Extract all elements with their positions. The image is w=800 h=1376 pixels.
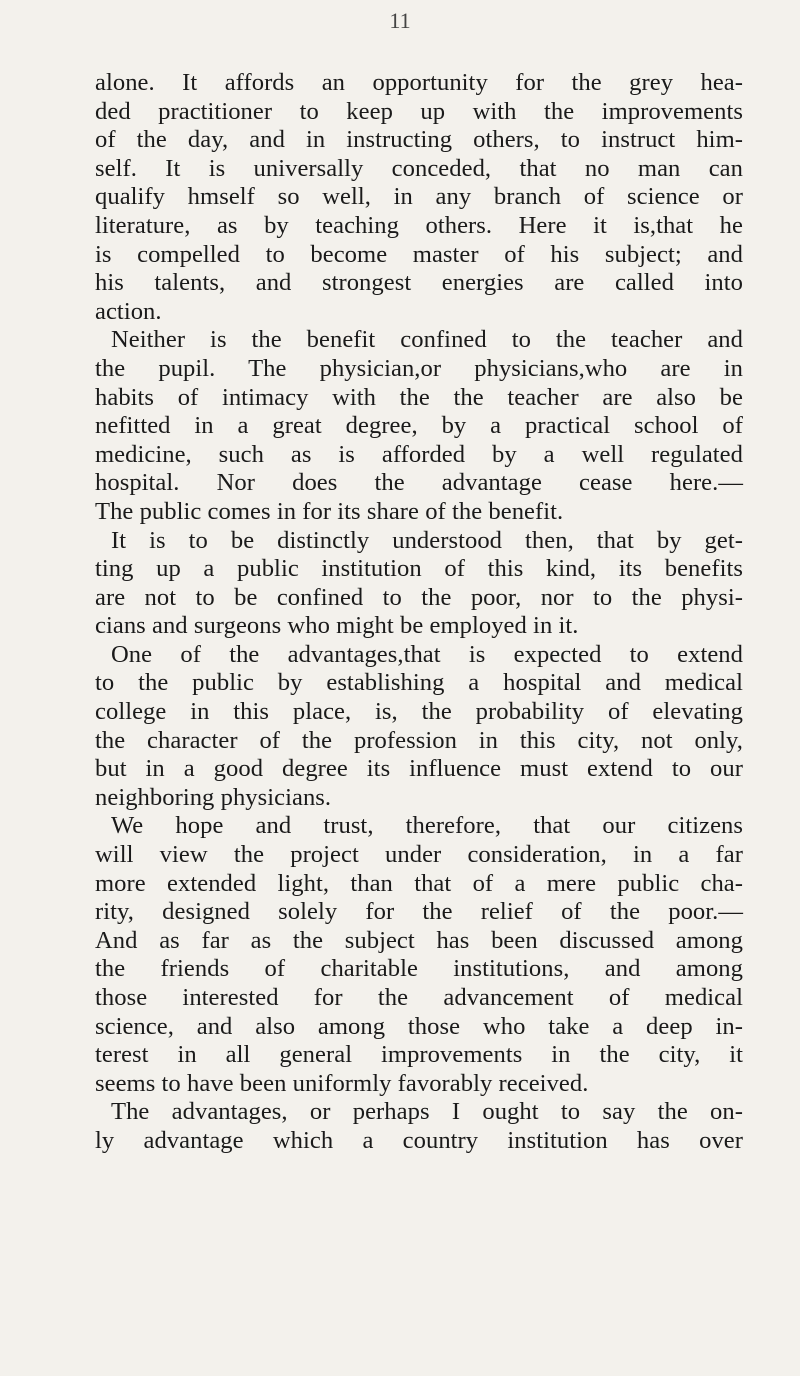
text-line: science, and also among those who take a deep in- <box>95 1012 743 1040</box>
text-line: self. It is universally conceded, that no man can <box>95 154 743 182</box>
text-line: to the public by establishing a hospital and medical <box>95 669 743 697</box>
text-line: ly advantage which a country institution has over <box>95 1126 743 1154</box>
text-line: the friends of charitable institutions, and among <box>95 955 743 983</box>
text-line: those interested for the advancement of medical <box>95 984 743 1011</box>
text-line: but in a good degree its influence must extend to our <box>95 755 743 783</box>
text-line: of the day, and in instructing others, to instruct him- <box>95 126 743 154</box>
text-line: will view the project under consideration, in a far <box>95 841 743 869</box>
text-line: his talents, and strongest energies are called into <box>95 269 743 297</box>
text-line: terest in all general improvements in the city, it <box>95 1041 743 1069</box>
text-line: literature, as by teaching others. Here it is,that he <box>95 211 743 239</box>
text-line: the pupil. The physician,or physicians,who are in <box>95 354 743 382</box>
text-line: medicine, such as is afforded by a well regulated <box>95 440 743 468</box>
text-line: We hope and trust, therefore, that our citizens <box>111 812 743 840</box>
text-line: nefitted in a great degree, by a practical school of <box>95 412 743 440</box>
text-line: Neither is the benefit confined to the teacher and <box>111 326 743 354</box>
text-line: The public comes in for its share of the benefit. <box>95 497 564 525</box>
body-text <box>95 69 743 1156</box>
text-line: are not to be confined to the poor, nor to the physi- <box>95 583 743 611</box>
text-line: ting up a public institution of this kind, its benefits <box>95 555 743 583</box>
text-line: It is to be distinctly understood then, that by get- <box>111 526 743 554</box>
text-line: alone. It affords an opportunity for the grey hea- <box>95 69 743 96</box>
text-line: The advantages, or perhaps I ought to say the on- <box>111 1098 743 1126</box>
text-line: One of the advantages,that is expected to extend <box>111 640 743 668</box>
text-line: seems to have been uniformly favorably received. <box>95 1069 589 1097</box>
text-line: hospital. Nor does the advantage cease here.— <box>95 469 743 497</box>
text-line: habits of intimacy with the the teacher are also be <box>95 383 743 411</box>
text-line: cians and surgeons who might be employed in it. <box>95 612 579 640</box>
text-line: the character of the profession in this city, not only, <box>95 726 743 754</box>
page-number: 11 <box>389 8 411 33</box>
text-line: more extended light, than that of a mere public cha- <box>95 869 743 897</box>
text-line: is compelled to become master of his subject; and <box>95 240 743 268</box>
text-line: neighboring physicians. <box>95 783 332 811</box>
text-line: And as far as the subject has been discussed among <box>95 926 743 954</box>
text-line: qualify hmself so well, in any branch of science or <box>95 183 743 211</box>
text-line: ded practitioner to keep up with the improvements <box>95 97 743 125</box>
text-line: action. <box>95 297 162 325</box>
text-line: college in this place, is, the probability of elevating <box>95 698 743 726</box>
text-line: rity, designed solely for the relief of the poor.— <box>95 898 743 926</box>
